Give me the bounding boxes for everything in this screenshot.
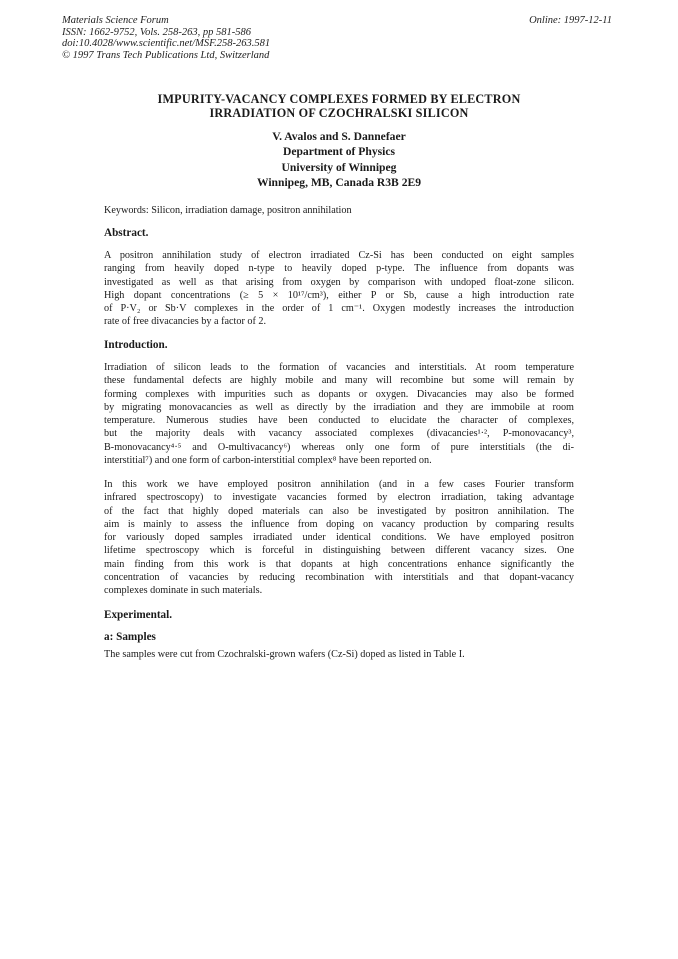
online-date: Online: 1997-12-11 xyxy=(529,15,612,26)
introduction-paragraph-2 xyxy=(104,478,574,598)
intro-line: Irradiation of silicon leads to the formation of vacancies and interstitials. At room temperature xyxy=(104,362,574,373)
title-line-1: IMPURITY-VACANCY COMPLEXES FORMED BY ELECTRON xyxy=(157,92,521,106)
intro-line: complexes dominate in such materials. xyxy=(104,585,263,597)
journal-doi[interactable]: doi:10.4028/www.scientific.net/MSF.258-263.581 xyxy=(62,38,271,49)
journal-header xyxy=(62,15,270,61)
abstract-line: ranging from heavily doped n-type to heavily doped p-type. The influence from dopants was xyxy=(104,263,574,275)
intro-line: In this work we have employed positron annihilation (and in a few cases Fourier transform xyxy=(104,479,574,490)
author-department: Department of Physics xyxy=(282,145,396,159)
experimental-heading: Experimental. xyxy=(104,609,173,621)
keywords: Keywords: Silicon, irradiation damage, positron annihilation xyxy=(104,205,352,216)
journal-name: Materials Science Forum xyxy=(62,15,169,26)
intro-line: for variously doped samples irradiated under identical conditions. We have employed positron xyxy=(104,532,574,544)
title-line-2: IRRADIATION OF CZOCHRALSKI SILICON xyxy=(209,106,469,120)
abstract-line: A positron annihilation study of electron irradiated Cz-Si has been conducted on eight samples xyxy=(104,250,574,261)
intro-line: lifetime spectroscopy which is forceful in distinguishing between different vacancy sizes. One xyxy=(104,545,574,557)
journal-issn: ISSN: 1662-9752, Vols. 258-263, pp 581-586 xyxy=(62,26,251,38)
abstract-line: investigated as well as that arising from oxygen by comparison with undoped float-zone silicon. xyxy=(104,276,574,288)
samples-subheading: a: Samples xyxy=(104,631,156,643)
intro-line: forming complexes with impurities such as dopants or oxygen. Divacancies may also be formed xyxy=(104,388,574,400)
paper-title xyxy=(104,92,574,120)
abstract-line: rate of free divacancies by a factor of 2. xyxy=(104,316,267,328)
samples-line: The samples were cut from Czochralski-grown wafers (Cz-Si) doped as listed in Table I. xyxy=(104,649,465,660)
introduction-paragraph-1 xyxy=(104,361,574,467)
intro-line: main finding from this work is that dopants at high concentrations enhance significantly the xyxy=(104,558,574,570)
intro-line: B-monovacancy⁴·⁵ and O-multivacancy⁶) whereas only one form of pure interstitials (the di- xyxy=(104,441,574,453)
abstract-line: High dopant concentrations (≥ 5 × 10¹⁷/cm³), either P or Sb, cause a high introduction rate xyxy=(104,289,574,301)
intro-line: interstitial⁷) and one form of carbon-interstitial complex⁸ have been reported on. xyxy=(104,455,432,467)
author-university: University of Winnipeg xyxy=(281,160,397,174)
intro-line: infrared spectroscopy) to investigate vacancies formed by electron irradiation, taking advantage xyxy=(104,492,574,504)
abstract-paragraph xyxy=(104,249,574,329)
intro-line: aim is mainly to assess the influence from doping on vacancy production by comparing results xyxy=(104,518,574,530)
intro-line: by migrating monovacancies as well as directly by the irradiation and they are immobile at room xyxy=(104,401,574,413)
introduction-heading: Introduction. xyxy=(104,339,168,351)
author-address: Winnipeg, MB, Canada R3B 2E9 xyxy=(256,176,422,190)
author-names: V. Avalos and S. Dannefaer xyxy=(272,130,406,143)
abstract-heading: Abstract. xyxy=(104,227,149,239)
samples-paragraph xyxy=(104,648,574,661)
intro-line: these fundamental defects are highly mobile and many will recombine but some will remain by xyxy=(104,375,574,387)
abstract-line: of P·V₂ or Sb·V complexes in the order of 1 cm⁻¹. Oxygen modestly increases the introduction xyxy=(104,303,574,315)
intro-line: concentration of vacancies by reducing recombination with interstitials and that dopant-vacancy xyxy=(104,572,574,584)
intro-line: but the majority deals with vacancy associated complexes (divacancies¹·², P-monovacancy³, xyxy=(104,428,574,440)
intro-line: temperature. Numerous studies have been conducted to elucidate the character of complexes, xyxy=(104,415,574,427)
author-block xyxy=(104,129,574,191)
intro-line: of the fact that highly doped materials can also be investigated by positron annihilation. The xyxy=(104,505,574,517)
journal-copyright: © 1997 Trans Tech Publications Ltd, Switzerland xyxy=(62,49,270,61)
